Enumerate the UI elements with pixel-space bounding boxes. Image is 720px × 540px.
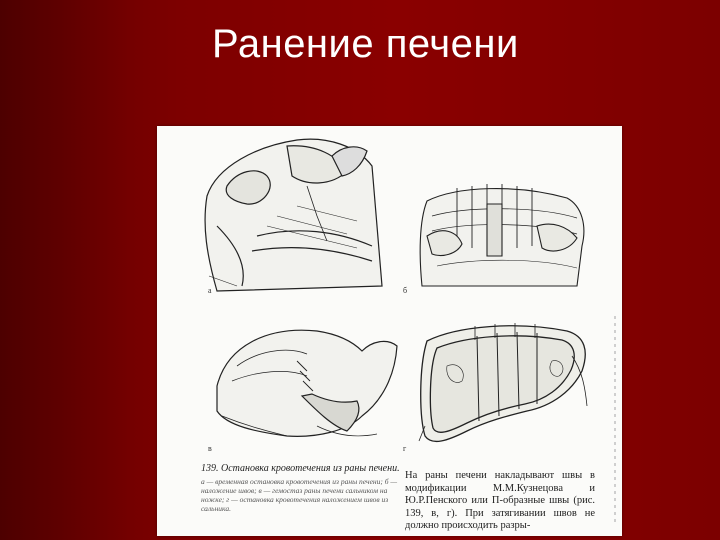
panel-label-c: в	[208, 444, 212, 453]
illustration-page	[157, 126, 622, 536]
panel-a-drawing	[205, 139, 382, 291]
panel-b-drawing	[420, 184, 584, 286]
figure-caption	[201, 464, 401, 513]
panel-d-drawing	[419, 323, 587, 441]
panel-label-b: б	[403, 286, 408, 295]
panel-label-d: г	[403, 444, 407, 453]
panel-c-drawing	[217, 330, 397, 436]
caption-title: 139. Остановка кровотечения из раны печени.	[201, 463, 400, 474]
body-text: На раны печени накладывают швы в модификации М.М.Кузнецова и Ю.Р.Пенского или П-образные швы (рис. 139, в, г). При затягивании швов не должно происходить разры-	[405, 470, 595, 531]
caption-body: а — временная остановка кровотечения из раны печени; б — наложение швов; в — гемостаз раны печени сальником на ножке; г — остановка кровотечения наложением швов из сальника.	[201, 476, 398, 513]
panel-label-a: а	[208, 286, 212, 295]
slide-title: Ранение печени	[212, 22, 519, 66]
background-shade	[0, 0, 180, 540]
